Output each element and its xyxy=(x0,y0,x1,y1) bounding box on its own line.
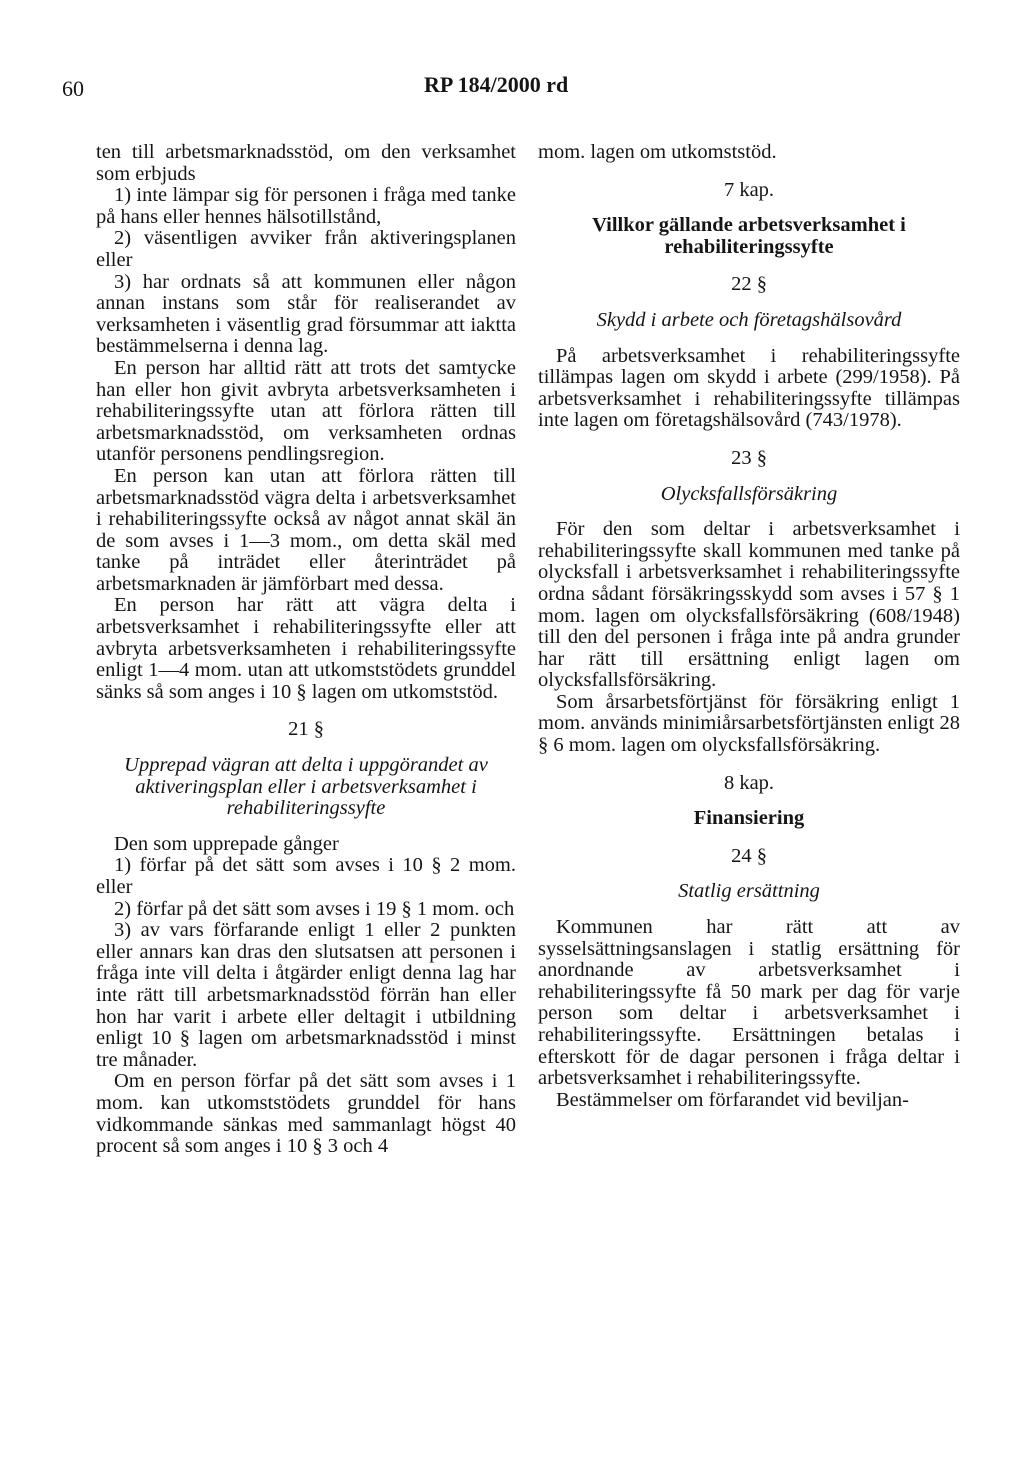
page-number: 60 xyxy=(62,76,84,101)
list-item: 1) förfar på det sätt som avses i 10 § 2 mom. eller xyxy=(96,854,516,898)
paragraph: Bestämmelser om förfarandet vid beviljan- xyxy=(556,1088,909,1111)
paragraph: Kommunen har rätt att av sysselsättningsanslagen i statlig ersättning för anordnande av arbetsverksamhet i rehabiliteringssyfte få 50 mark per dag för varje person som deltar i arbetsverksamhet i rehabiliteringssyfte. Ersättningen betalas i efterskott för de dagar personen i fråga deltar i arbetsverksamhet i rehabiliteringssyfte. xyxy=(538,916,960,1090)
section-number-21: 21 § xyxy=(288,718,324,741)
list-item: 2) väsentligen avviker från aktiveringsplanen eller xyxy=(96,227,516,271)
right-column xyxy=(538,142,960,1111)
chapter-title-8: Finansiering xyxy=(693,807,805,830)
section-number-24: 24 § xyxy=(731,844,767,867)
paragraph: En person kan utan att förlora rätten till arbetsmarknadsstöd vägra delta i arbetsverksamhet i rehabiliteringssyfte också av något annat skäl än de som avses i 1—3 mom., om detta skäl med tanke på inträdet eller återinträdet på arbetsmarknaden är jämförbart med dessa. xyxy=(96,464,516,595)
section-heading-21: Upprepad vägran att delta i uppgörandet av aktiveringsplan eller i arbetsverksamhet i rehabiliteringssyfte xyxy=(124,754,488,820)
running-head: RP 184/2000 rd xyxy=(424,72,569,97)
section-heading-23: Olycksfallsförsäkring xyxy=(660,482,838,505)
paragraph: mom. lagen om utkomststöd. xyxy=(538,141,777,163)
paragraph: ten till arbetsmarknadsstöd, om den verksamhet som erbjuds xyxy=(96,141,516,185)
paragraph: Om en person förfar på det sätt som avses i 1 mom. kan utkomststödets grunddel för hans vidkommande sänkas med sammanlagt högst 40 procent så som anges i 10 § 3 och 4 xyxy=(96,1070,516,1158)
list-item: 3) har ordnats så att kommunen eller någon annan instans som står för realiserandet av verksamheten i väsentlig grad försummar att iaktta bestämmelserna i denna lag. xyxy=(96,270,516,358)
section-heading-22: Skydd i arbete och företagshälsovård xyxy=(596,308,902,331)
chapter-number-7: 7 kap. xyxy=(723,178,775,201)
list-item: 2) förfar på det sätt som avses i 19 § 1 mom. och xyxy=(114,897,515,920)
left-column xyxy=(96,142,516,1158)
paragraph: För den som deltar i arbetsverksamhet i rehabiliteringssyfte skall kommunen med tanke på olycksfall i arbetsverksamhet i rehabiliteringssyfte ordna sådant försäkringsskydd som avses i 57 § 1 mom. lagen om olycksfallsförsäkring (608/1948) till den del personen i fråga inte på andra grunder har rätt till ersättning enligt lagen om olycksfallsförsäkring. xyxy=(538,518,960,692)
paragraph: En person har rätt att vägra delta i arbetsverksamhet i rehabiliteringssyfte eller att avbryta arbetsverksamheten i rehabiliteringssyfte enligt 1—4 mom. utan att utkomststödets grunddel sänks så som anges i 10 § lagen om utkomststöd. xyxy=(96,594,516,703)
paragraph: Den som upprepade gånger xyxy=(114,832,339,855)
section-number-22: 22 § xyxy=(731,273,767,296)
section-number-23: 23 § xyxy=(731,446,767,469)
paragraph: En person har alltid rätt att trots det samtycke han eller hon givit avbryta arbetsverksamheten i rehabiliteringssyfte utan att förlora rätten till arbetsmarknadsstöd, om verksamheten ordnas utanför personens pendlingsregion. xyxy=(96,356,516,466)
list-item: 1) inte lämpar sig för personen i fråga med tanke på hans eller hennes hälsotillstånd, xyxy=(96,184,516,228)
section-heading-24: Statlig ersättning xyxy=(678,880,820,903)
chapter-title-7: Villkor gällande arbetsverksamhet i rehabiliteringssyfte xyxy=(592,214,906,258)
list-item: 3) av vars förfarande enligt 1 eller 2 punkten eller annars kan dras den slutsatsen att personen i fråga inte vill delta i åtgärder enligt denna lag har inte rätt till arbetsmarknadsstöd förrän han eller hon har varit i arbete eller deltagit i utbildning enligt 10 § lagen om arbetsmarknadsstöd i minst tre månader. xyxy=(96,919,516,1071)
paragraph: Som årsarbetsförtjänst för försäkring enligt 1 mom. används minimiårsarbetsförtjänsten enligt 28 § 6 mom. lagen om olycksfallsförsäkring. xyxy=(538,690,960,757)
paragraph: På arbetsverksamhet i rehabiliteringssyfte tillämpas lagen om skydd i arbete (299/1958). På arbetsverksamhet i rehabiliteringssyfte tillämpas inte lagen om företagshälsovård (743/1978). xyxy=(538,344,960,432)
chapter-number-8: 8 kap. xyxy=(723,771,775,794)
